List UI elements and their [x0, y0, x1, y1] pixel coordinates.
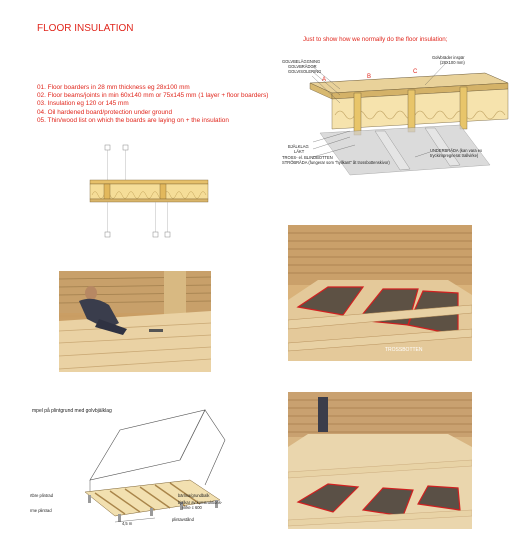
label-under-board-1: UNDERBRÄDA (kan vara ex [430, 148, 483, 153]
section-sketch-illustration [85, 140, 215, 245]
marker-letter: B [367, 74, 372, 80]
label-pin-spacing: plintavstånd [172, 517, 194, 522]
label-batten: LÄKT [294, 149, 305, 154]
photo-floor-insulation [288, 392, 472, 529]
label-support-strip: STRÖBRÄDA (fungerar som "hyllkant" åt trossbottenskivor) [282, 160, 390, 165]
page-title: FLOOR INSULATION [37, 23, 134, 34]
diagram-subtitle: Just to show how we normally do the floor insulation; [303, 36, 448, 43]
floor-photo-illustration [288, 392, 472, 529]
label-boards-right-1: Golvbräder inspär [432, 55, 465, 60]
marker-letter: A [322, 77, 327, 83]
label-under-board-2: tryckimpregnerat trallvirke) [430, 153, 479, 158]
label-joists-1: bjälkar av konstruktions- [178, 500, 223, 505]
label-ground-beam: bärlina/grundbalk [178, 493, 210, 498]
step-item: 01. Floor boarders in 28 mm thickness eg 28x100 mm [37, 84, 190, 91]
label-inner-pin-row: rme plintrad [30, 508, 52, 513]
label-boards-right-2: (28X100 mm) [440, 60, 465, 65]
room-photo-illustration [288, 225, 472, 361]
floor-section-sketch [85, 140, 215, 245]
photo-illustration [59, 271, 211, 372]
photo-caption: TROSSBOTTEN [385, 347, 423, 353]
label-floor-covering: GOLVBELÄGGNING [282, 59, 321, 64]
label-outer-pin-row: rtbre plintrad [30, 493, 53, 498]
label-floor-insulation: GOLVISOLERING [288, 69, 322, 74]
step-item: 03. Insulation eg 120 or 145 mm [37, 100, 129, 108]
marker-letter: C [413, 69, 418, 75]
label-joists-2: virke c 600 [182, 505, 202, 510]
frame-illustration [30, 400, 260, 530]
label-blind-bottom: TROSS- el. BLINDBOTTEN [282, 155, 333, 160]
floor-cross-section-diagram [280, 45, 510, 195]
step-item: 04. Oil hardened board/protection under ground [37, 108, 173, 116]
photo-trossbotten-room [288, 225, 472, 361]
label-floor-boards: GOLVBRÄDOR [288, 64, 317, 69]
step-item: 05. Thin/wood list on which the boards are laying on + the insulation [37, 116, 229, 124]
pinned-frame-drawing [30, 400, 260, 530]
photo-man-laying-boards [59, 271, 211, 372]
step-item: 02. Floor beams/joints in min 60x140 mm or 75x145 mm (1 layer + floor boarders) [37, 92, 269, 100]
steps-list [37, 84, 268, 125]
label-joist-layer: BJÄLKLAG [288, 144, 309, 149]
label-width: 4,5 m [122, 521, 133, 526]
frame-drawing-title: mpel på plintgrund med golvbjälklag [32, 408, 112, 414]
